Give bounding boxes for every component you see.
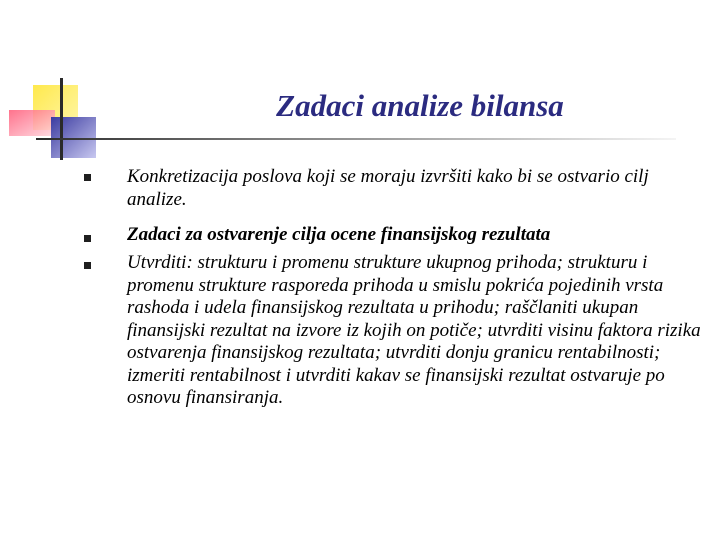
deco-vertical-line (60, 78, 63, 160)
bullet-text: Konkretizacija poslova koji se moraju izvršiti kako bi se ostvario cilj analize. (127, 166, 649, 210)
square-bullet-icon (84, 262, 91, 269)
slide-title: Zadaci analize bilansa (276, 88, 564, 123)
square-bullet-icon (84, 174, 91, 181)
deco-horizontal-line (36, 138, 676, 140)
bullet-text: Zadaci za ostvarenje cilja ocene finansijskog rezultata (127, 224, 551, 245)
title-decoration (0, 0, 720, 160)
deco-red-square (9, 110, 55, 136)
deco-blue-square (51, 117, 96, 158)
square-bullet-icon (84, 235, 91, 242)
bullet-text: Utvrditi: strukturu i promenu strukture ukupnog prihoda; strukturu i promenu strukture rasporeda prihoda u smislu pokrića pojedinih vrsta rashoda i udela finansijskog rezultata u prihodu; raščlaniti ukupan finansijski rezultat na izvore iz kojih on potiče; utvrditi visinu faktora rizika ostvarenja finansijskog rezultata; utvrditi donju granicu rentabilnosti; izmeriti rentabilnost i utvrditi kakav se finansijski rezultat ostvaruje po osnovu finansiranja. (127, 252, 701, 408)
